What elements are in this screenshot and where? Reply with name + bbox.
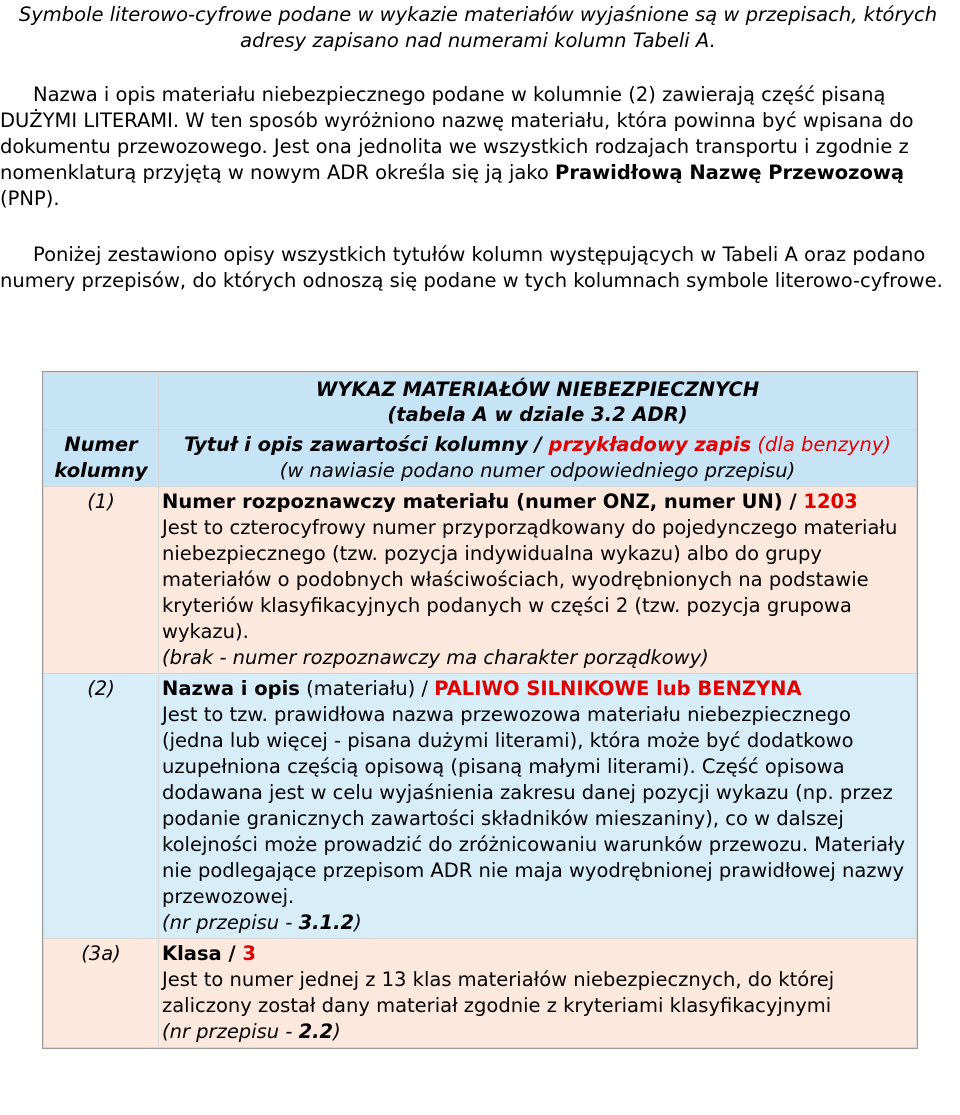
row-title-bold: Nazwa i opis	[162, 677, 300, 700]
row-description: Jest to czterocyfrowy numer przyporządkowany do pojedynczego materiału niebezpiecznego (tzw. pozycja indywidualna wykazu) albo do grupy materiałów o podobnych właściwościach, wyodrębnionych na podstawie kryteriów klasyfikacyjnych podanych w części 2 (tzw. pozycja grupowa wykazu).	[162, 516, 898, 643]
row-description: Jest to tzw. prawidłowa nazwa przewozowa materiału niebezpiecznego (jedna lub więcej - pisana dużymi literami), która może być dodatkowo uzupełniona częścią opisową (pisaną małymi literami). Część opisowa dodawana jest w celu wyjaśnienia zakresu danej pozycji wykazu (np. przez podanie granicznych zawartości składników mieszaniny), co w dalszej kolejności może prowadzić do zróżnicowaniu warunków przewozu. Materiały nie podlegające przepisom ADR nie maja wyodrębnionej prawidłowej nazwy przewozowej.	[162, 703, 906, 908]
row-note	[162, 1019, 913, 1045]
row-note-suffix: )	[354, 911, 362, 934]
header-column-title	[159, 430, 916, 486]
row-number: (1)	[44, 487, 158, 673]
row-number: (3a)	[44, 939, 158, 1047]
row-note-suffix: )	[333, 1020, 341, 1043]
header-note: (w nawiasie podano numer odpowiedniego przepisu)	[279, 459, 796, 482]
row-title-rest: (materiału) /	[299, 677, 435, 700]
row-content	[159, 487, 916, 673]
row-example: 1203	[803, 490, 858, 513]
intro-paragraph-2	[0, 82, 956, 212]
row-content	[159, 939, 916, 1047]
row-note	[162, 910, 913, 936]
header-example-note: (dla benzyny)	[751, 433, 891, 456]
row-title: Klasa /	[162, 942, 243, 965]
header-column-number: Numer kolumny	[44, 430, 158, 486]
table-title	[159, 373, 916, 429]
row-example: PALIWO SILNIKOWE lub BENZYNA	[434, 677, 802, 700]
intro-paragraph-3: Poniżej zestawiono opisy wszystkich tytułów kolumn występujących w Tabeli A oraz podano numery przepisów, do których odnoszą się podane w tych kolumnach symbole literowo-cyfrowe.	[0, 243, 943, 292]
row-example: 3	[242, 942, 256, 965]
header-empty-cell	[44, 373, 158, 429]
intro-pnp-term: Prawidłową Nazwę Przewozową	[555, 161, 905, 184]
row-description: Jest to numer jednej z 13 klas materiałów niebezpiecznych, do której zaliczony został dany materiał zgodnie z kryteriami klasyfikacyjnymi	[162, 968, 835, 1017]
row-note-ref: 2.2	[298, 1020, 334, 1043]
hazardous-materials-table	[42, 371, 918, 1049]
table-row	[44, 674, 916, 938]
header-title-text: Tytuł i opis zawartości kolumny /	[184, 433, 549, 456]
table-row	[44, 487, 916, 673]
row-title: Numer rozpoznawczy materiału (numer ONZ, numer UN) /	[162, 490, 804, 513]
intro-paragraph-2-text: Nazwa i opis materiału niebezpiecznego podane w kolumnie (2) zawierają część pisaną DUŻYMI LITERAMI. W ten sposób wyróżniono nazwę materiału, która powinna być wpisana do dokumentu przewozowego. Jest ona jednolita we wszystkich rodzajach transportu i zgodnie z nomenklaturą przyjętą w nowym ADR określa się ją jako	[0, 83, 914, 184]
table-row	[44, 939, 916, 1047]
header-example-label: przykładowy zapis	[548, 433, 752, 456]
row-number: (2)	[44, 674, 158, 938]
intro-paragraph-1: Symbole literowo-cyfrowe podane w wykazie materiałów wyjaśnione są w przepisach, których adresy zapisano nad numerami kolumn Tabeli A.	[18, 3, 938, 52]
table-title-line-1: WYKAZ MATERIAŁÓW NIEBEZPIECZNYCH	[315, 378, 760, 401]
row-note: (brak - numer rozpoznawczy ma charakter porządkowy)	[162, 646, 709, 669]
row-content	[159, 674, 916, 938]
row-note-prefix: (nr przepisu -	[162, 1020, 299, 1043]
row-note-ref: 3.1.2	[298, 911, 355, 934]
table-title-line-2: (tabela A w dziale 3.2 ADR)	[387, 403, 688, 426]
intro-paragraph-2-end: (PNP).	[0, 187, 60, 210]
row-note-prefix: (nr przepisu -	[162, 911, 299, 934]
